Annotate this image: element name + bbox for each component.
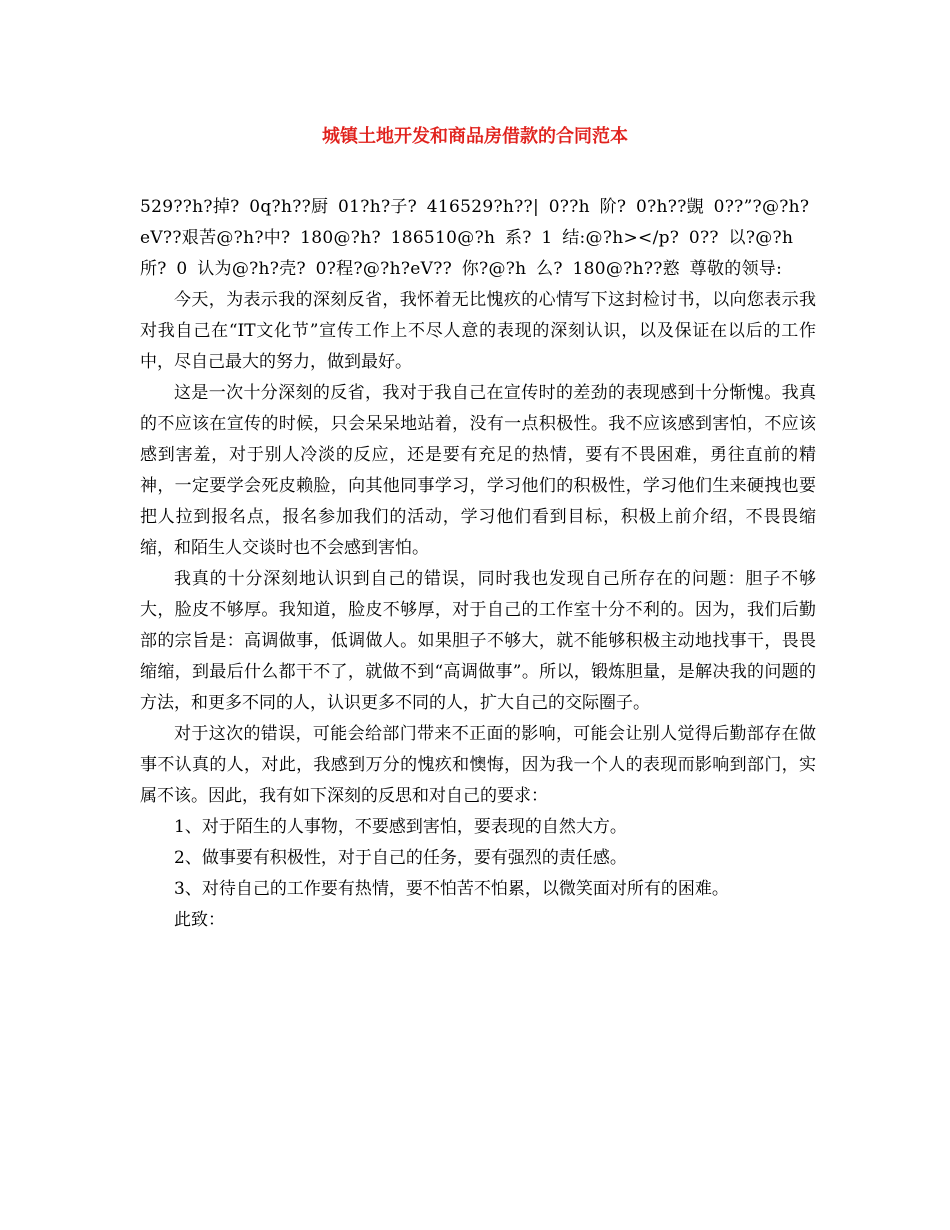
garbled-intro-line: 529??h?掉? 0q?h??厨 01?h?子? 416529?h??| 0??h 阶? 0?h??覬 0??”?@?h?eV??艰苦@?h?中? 180@?h? 186510@?h 系? 1 结:@?h></p? 0?? 以?@?h 所? 0 认为@?h?壳? 0?程?@?h?eV?? 你?@?h 么? 180@?h??憝 尊敬的领导: (140, 197, 810, 279)
list-item-2: 2、做事要有积极性，对于自己的任务，要有强烈的责任感。 (174, 848, 627, 868)
list-item-3: 3、对待自己的工作要有热情，要不怕苦不怕累，以微笑面对所有的困难。 (174, 879, 729, 899)
closing-salutation: 此致： (174, 910, 225, 930)
document-title: 城镇土地开发和商品房借款的合同范本 (322, 126, 628, 147)
paragraph-1: 今天，为表示我的深刻反省，我怀着无比愧疚的心情写下这封检讨书，以向您表示我对我自己在“IT文化节”宣传工作上不尽人意的表现的深刻认识，以及保证在以后的工作中，尽自己最大的努力，做到最好。 (140, 290, 816, 372)
document-body (140, 192, 816, 936)
list-item-1: 1、对于陌生的人事物，不要感到害怕，要表现的自然大方。 (174, 817, 627, 837)
paragraph-4: 对于这次的错误，可能会给部门带来不正面的影响，可能会让别人觉得后勤部存在做事不认真的人，对此，我感到万分的愧疚和懊悔，因为我一个人的表现而影响到部门，实属不该。因此，我有如下深刻的反思和对自己的要求： (140, 724, 816, 806)
paragraph-2: 这是一次十分深刻的反省，我对于我自己在宣传时的差劲的表现感到十分惭愧。我真的不应该在宣传的时候，只会呆呆地站着，没有一点积极性。我不应该感到害怕，不应该感到害羞，对于别人冷淡的反应，还是要有充足的热情，要有不畏困难，勇往直前的精神，一定要学会死皮赖脸，向其他同事学习，学习他们的积极性，学习他们生来硬拽也要把人拉到报名点，报名参加我们的活动，学习他们看到目标，积极上前介绍，不畏畏缩缩，和陌生人交谈时也不会感到害怕。 (140, 383, 816, 558)
paragraph-3: 我真的十分深刻地认识到自己的错误，同时我也发现自己所存在的问题：胆子不够大，脸皮不够厚。我知道，脸皮不够厚，对于自己的工作室十分不利的。因为，我们后勤部的宗旨是：高调做事，低调做人。如果胆子不够大，就不能够积极主动地找事干，畏畏缩缩，到最后什么都干不了，就做不到“高调做事”。所以，锻炼胆量，是解决我的问题的方法，和更多不同的人，认识更多不同的人，扩大自己的交际圈子。 (140, 569, 816, 713)
